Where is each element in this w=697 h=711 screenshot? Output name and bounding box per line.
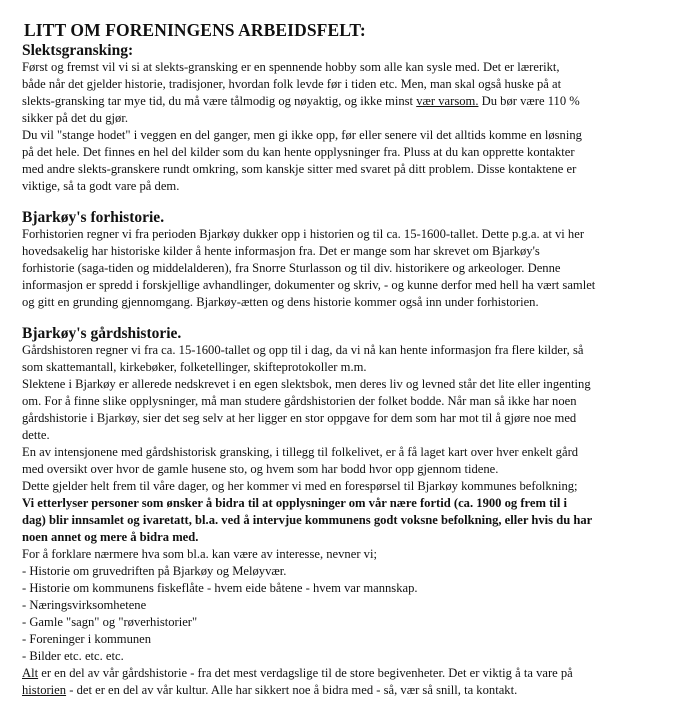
text-line bbox=[22, 682, 687, 699]
text-line: Dette gjelder helt frem til våre dager, og her kommer vi med en forespørsel til Bjarkøy kommunes befolkning; bbox=[22, 479, 578, 493]
section-heading: Bjarkøy's forhistorie. bbox=[22, 209, 165, 226]
paragraph bbox=[22, 127, 687, 195]
text-line: - Næringsvirksomhetene bbox=[22, 598, 147, 612]
paragraph bbox=[22, 376, 687, 444]
section bbox=[22, 325, 687, 699]
text-line: - Historie om kommunens fiskeflåte - hvem eide båtene - hvem var mannskap. bbox=[22, 581, 418, 595]
text-line: dette. bbox=[22, 428, 50, 442]
text-line: sikker på det du gjør. bbox=[22, 111, 128, 125]
text-line: Først og fremst vil vi si at slekts-gransking er en spennende hobby som alle kan sysle med. Det er lærerikt, bbox=[22, 60, 560, 74]
text-line: - Gamle "sagn" og "røverhistorier" bbox=[22, 615, 198, 629]
text-line: dag) blir innsamlet og ivaretatt, bl.a. ved å intervjue kommunens godt voksne befolkning, eller hvis du har bbox=[22, 513, 593, 527]
paragraph bbox=[22, 444, 687, 478]
section-spacer bbox=[22, 195, 687, 209]
paragraph bbox=[22, 563, 687, 665]
text-line: med oversikt over hvor de gamle husene sto, og hvem som har bodd hvor opp gjennom tidene. bbox=[22, 462, 499, 476]
text-line: Forhistorien regner vi fra perioden Bjarkøy dukker opp i historien og til ca. 15-1600-tallet. Dette p.g.a. at vi her bbox=[22, 227, 585, 241]
text-line: For å forklare nærmere hva som bl.a. kan være av interesse, nevner vi; bbox=[22, 547, 377, 561]
text-line: informasjon er spredd i forskjellige avhandlinger, dokumenter og skriv, - og kunne derfor med hell ha vært samlet bbox=[22, 278, 596, 292]
text-line: viktige, så ta godt vare på dem. bbox=[22, 179, 180, 193]
document-body bbox=[22, 42, 687, 699]
paragraph bbox=[22, 665, 687, 699]
text-line: på det hele. Det finnes en hel del kilder som du kan hente opplysninger fra. Pluss at du kan opprette kontakter bbox=[22, 145, 575, 159]
text-line: Slektene i Bjarkøy er allerede nedskrevet i en egen slektsbok, men deres liv og levned står det lite eller ingenting bbox=[22, 377, 591, 391]
paragraph bbox=[22, 342, 687, 376]
text-line: og gitt en grunding gjennomgang. Bjarkøy-ætten og dens historie kommer også inn under forhistorien. bbox=[22, 295, 539, 309]
text-line: både når det gjelder historie, tradisjoner, hvordan folk levde før i tiden etc. Men, man skal også huske på at bbox=[22, 77, 562, 91]
section-spacer bbox=[22, 311, 687, 325]
section-heading: Bjarkøy's gårdshistorie. bbox=[22, 325, 182, 342]
text-line: - Historie om gruvedriften på Bjarkøy og Meløyvær. bbox=[22, 564, 287, 578]
line-fragment: slekts-gransking tar mye tid, du må være tålmodig og nøyaktig, og ikke minst bbox=[22, 94, 417, 108]
line-fragment: - det er en del av vår kultur. Alle har sikkert noe å bidra med - så, vær så snill, ta kontakt. bbox=[66, 683, 518, 697]
text-line: - Foreninger i kommunen bbox=[22, 632, 152, 646]
document-title: LITT OM FORENINGENS ARBEIDSFELT: bbox=[24, 20, 366, 40]
text-line bbox=[22, 665, 687, 682]
underlined-text: historien bbox=[22, 683, 67, 697]
underlined-text: Alt bbox=[22, 666, 39, 680]
text-line: noen annet og mere å bidra med. bbox=[22, 530, 199, 544]
text-line: om. For å finne slike opplysninger, må man studere gårdshistorien der folket bodde. Når man så ikke har noen bbox=[22, 394, 577, 408]
text-line: Du vil "stange hodet" i veggen en del ganger, men gi ikke opp, før eller senere vil det alltids komme en løsning bbox=[22, 128, 582, 142]
paragraph bbox=[22, 546, 687, 563]
text-line: En av intensjonene med gårdshistorisk gransking, i tillegg til folkelivet, er å få laget kart over hver enkelt gård bbox=[22, 445, 579, 459]
document-page bbox=[22, 20, 687, 699]
text-line: med andre slekts-granskere rundt omkring, som kanskje sitter med svaret på ditt problem. Disse kontaktene er bbox=[22, 162, 577, 176]
paragraph bbox=[22, 478, 687, 495]
section bbox=[22, 209, 687, 311]
section-heading: Slektsgransking: bbox=[22, 42, 134, 59]
section bbox=[22, 42, 687, 195]
line-fragment: Du bør være 110 % bbox=[478, 94, 580, 108]
paragraph bbox=[22, 495, 687, 546]
paragraph bbox=[22, 226, 687, 311]
text-line: Vi etterlyser personer som ønsker å bidra til at opplysninger om vår nære fortid (ca. 1900 og frem til i bbox=[22, 496, 567, 510]
paragraph bbox=[22, 59, 687, 127]
text-line: gårdshistorie i Bjarkøy, sier det seg selv at her ligger en stor oppgave for dem som har mot til å gjøre noe med bbox=[22, 411, 577, 425]
underlined-text: vær varsom. bbox=[416, 94, 479, 108]
line-fragment: er en del av vår gårdshistorie - fra det mest verdagslige til de store begivenheter. Det er viktig å ta vare på bbox=[38, 666, 573, 680]
text-line: - Bilder etc. etc. etc. bbox=[22, 649, 124, 663]
text-line: forhistorie (saga-tiden og middelalderen), fra Snorre Sturlasson og til div. historikere og arkeologer. Denne bbox=[22, 261, 561, 275]
text-line: hovedsakelig har historiske kilder å hente informasjon fra. Det er mange som har skrevet om Bjarkøy's bbox=[22, 244, 540, 258]
text-line bbox=[22, 93, 687, 110]
text-line: Gårdshistoren regner vi fra ca. 15-1600-tallet og opp til i dag, da vi nå kan hente informasjon fra flere kilder, så bbox=[22, 343, 584, 357]
text-line: som skattemantall, kirkebøker, folketellinger, skifteprotokoller m.m. bbox=[22, 360, 367, 374]
